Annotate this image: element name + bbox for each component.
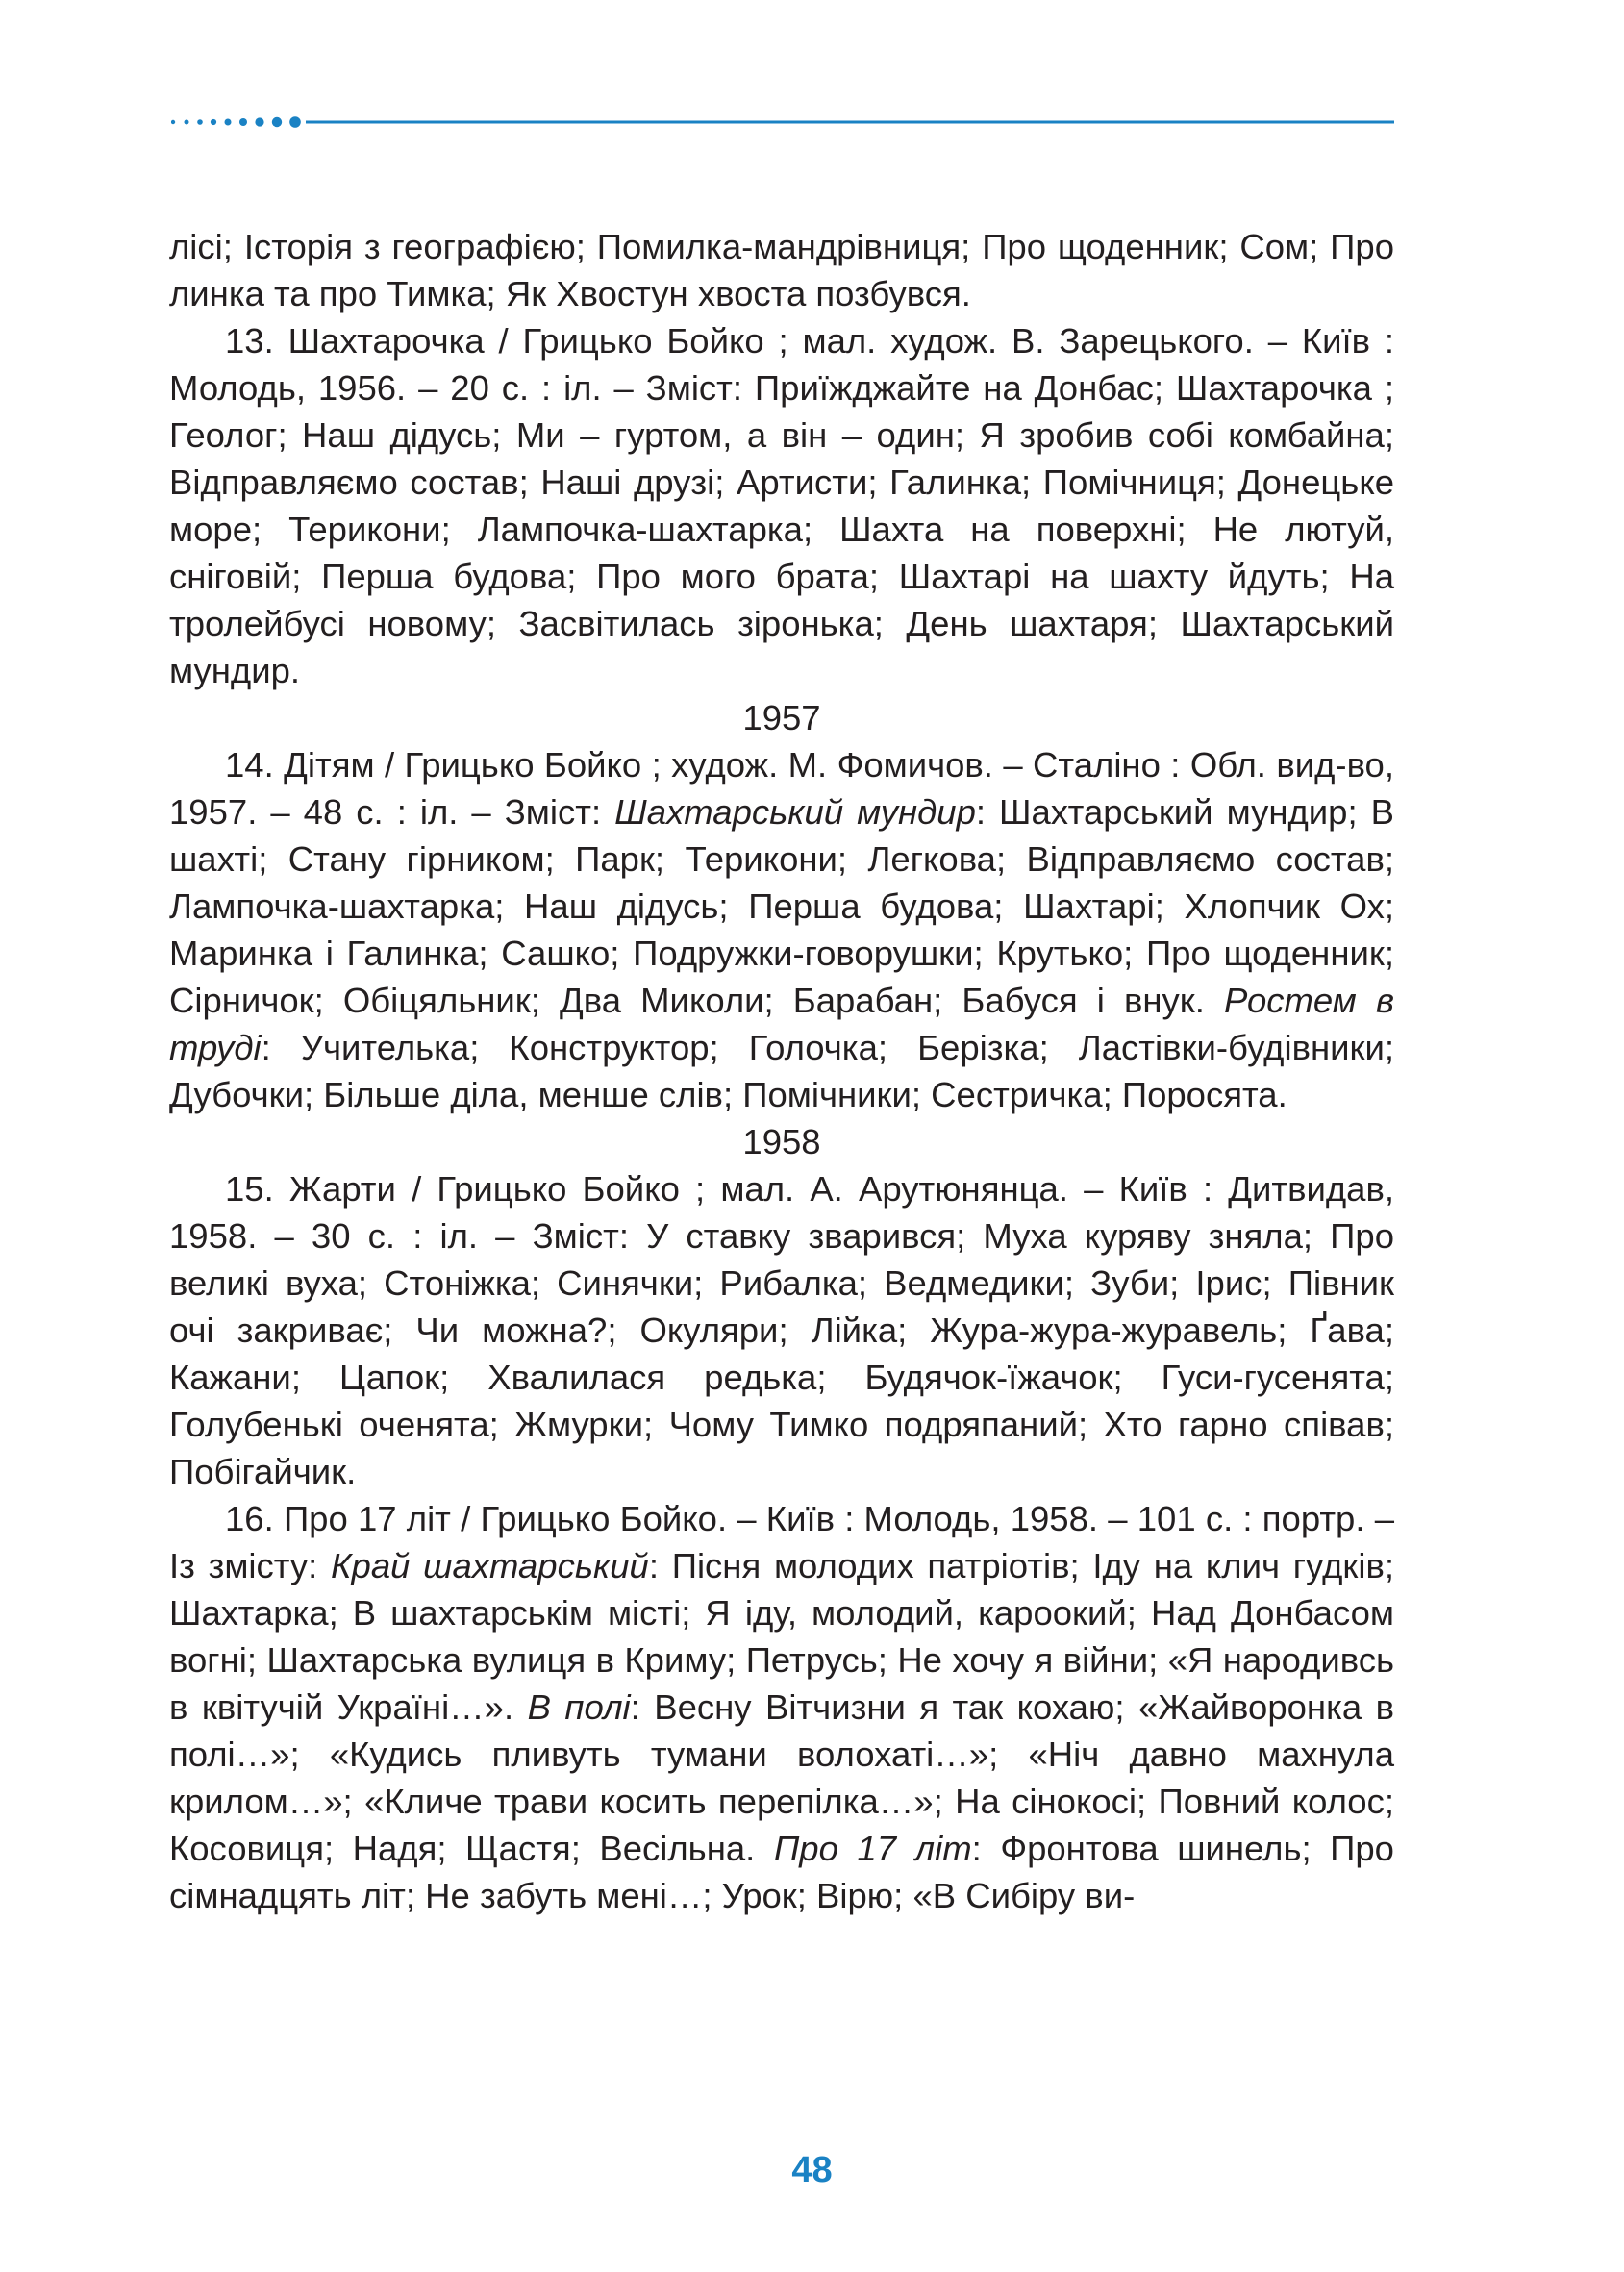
bibliography-entry-16	[169, 1495, 1394, 1919]
entry-16-text: : Фронтова шинель; Про сімнадцять літ; Не забуть мені…; Урок; Вірю; «В Сибіру ви-	[169, 1829, 1394, 1915]
page-number: 48	[791, 2150, 833, 2190]
continuation-paragraph: лісі; Історія з географією; Помилка-мандрівниця; Про щоденник; Сом; Про линка та про Тимка; Як Хвостун хвоста позбувся.	[169, 227, 1394, 313]
section-title-v-poli: В полі	[527, 1687, 631, 1727]
bibliography-body	[169, 223, 1394, 1919]
section-title-rostem-v-trudi: Ростем в труді	[169, 981, 1394, 1067]
entry-14-text: : Учителька; Конструктор; Голочка; Берізка; Ластівки-будівники; Дубочки; Більше діла, менше слів; Помічники; Сестричка; Поросята.	[169, 1028, 1394, 1114]
section-title-pro-17-lit: Про 17 літ	[773, 1829, 972, 1868]
entry-16-text: : Пісня молодих патріотів; Іду на клич гудків; Шахтарка; В шахтарськім місті; Я іду, молодий, кароокий; Над Донбасом вогні; Шахтарська вулиця в Криму; Петрусь; Не хочу я війни; «Я народивсь в квітучій Україні…».	[169, 1546, 1394, 1727]
entry-14-text: : Шахтарський мундир; В шахті; Стану гірником; Парк; Терикони; Легкова; Відправляємо состав; Лампочка-шахтарка; Наш дідусь; Перша будова; Шахтарі; Хлопчик Ох; Маринка і Галинка; Сашко; Подружки-говорушки; Крутько; Про щоденник; Сірничок; Обіцяльник; Два Миколи; Барабан; Бабуся і внук.	[169, 792, 1394, 1020]
bibliography-entry-14	[169, 741, 1394, 1118]
entry-16-text: 16. Про 17 літ / Грицько Бойко. – Київ : Молодь, 1958. – 101 с. : портр. – Із змісту:	[169, 1499, 1394, 1585]
section-title-shakhtarskyi-mundyr: Шахтарський мундир	[614, 792, 976, 832]
section-title-krai-shakhtarskyi: Край шахтарський	[331, 1546, 649, 1585]
header-dotted-rule	[171, 115, 1394, 129]
year-heading-1958: 1958	[742, 1122, 821, 1161]
bibliography-entry-15: 15. Жарти / Грицько Бойко ; мал. А. Арутюнянца. – Київ : Дитвидав, 1958. – 30 с. : іл. – Зміст: У ставку зварився; Муха куряву зняла; Про великі вуха; Стоніжка; Синячки; Рибалка; Ведмедики; Зуби; Ірис; Півник очі закриває; Чи можна?; Окуляри; Лійка; Жура-жура-журавель; Ґава; Кажани; Цапок; Хвалилася редька; Будячок-їжачок; Гуси-гусенята; Голубенькі оченята; Жмурки; Чому Тимко подряпаний; Хто гарно співав; Побігайчик.	[169, 1169, 1394, 1491]
entry-14-text: 14. Дітям / Грицько Бойко ; худож. М. Фомичов. – Сталіно : Обл. вид-во, 1957. – 48 с. : іл. – Зміст:	[169, 745, 1394, 832]
year-heading-1957: 1957	[742, 698, 821, 737]
entry-16-text: : Весну Вітчизни я так кохаю; «Жайворонка в полі…»; «Кудись пливуть тумани волохаті…»; «Ніч давно махнула крилом…»; «Кличе трави косить перепілка…»; На сінокосі; Повний колос; Косовиця; Надя; Щастя; Весільна.	[169, 1687, 1394, 1868]
bibliography-entry-13: 13. Шахтарочка / Грицько Бойко ; мал. худож. В. Зарецького. – Київ : Молодь, 1956. – 20 с. : іл. – Зміст: Приїжджайте на Донбас; Шахтарочка ; Геолог; Наш дідусь; Ми – гуртом, а він – один; Я зробив собі комбайна; Відправляємо состав; Наші друзі; Артисти; Галинка; Помічниця; Донецьке море; Терикони; Лампочка-шахтарка; Шахта на поверхні; Не лютуй, сніговій; Перша будова; Про мого брата; Шахтарі на шахту йдуть; На тролейбусі новому; Засвітилась зіронька; День шахтаря; Шахтарський мундир.	[169, 321, 1394, 690]
